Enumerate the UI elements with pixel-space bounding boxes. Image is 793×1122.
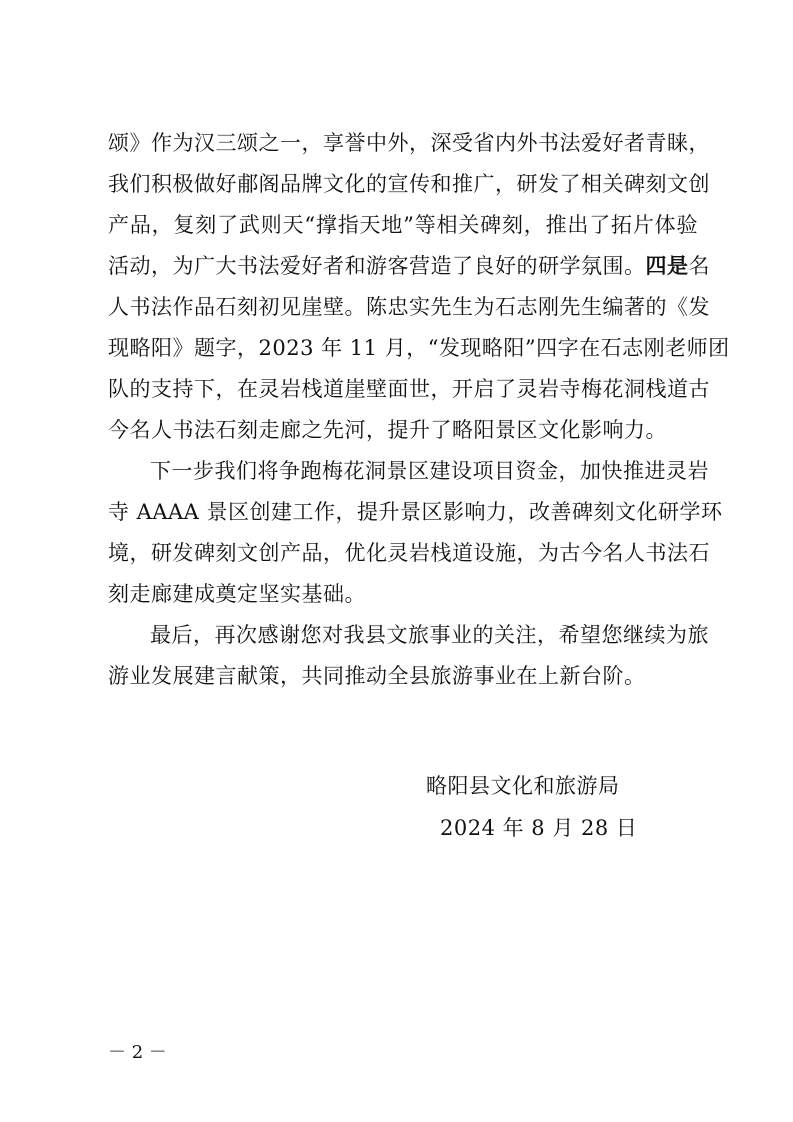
paragraph-1-line-4-tail: 名	[688, 254, 710, 278]
paragraph-3-line-1: 最后，再次感谢您对我县文旅事业的关注，希望您继续为旅	[150, 623, 709, 647]
paragraph-1-line-7: 队的支持下，在灵岩栈道崖壁面世，开启了灵岩寺梅花洞栈道古	[108, 377, 710, 401]
emphasis-four: 四是	[645, 253, 689, 278]
paragraph-1-line-3: 产品，复刻了武则天“撑指天地”等相关碑刻，推出了拓片体验	[108, 213, 698, 237]
paragraph-1-line-4	[108, 246, 710, 286]
paragraph-2-line-2: 寺 AAAA 景区创建工作，提升景区影响力，改善碑刻文化研学环	[108, 500, 723, 524]
paragraph-2-line-1: 下一步我们将争跑梅花洞景区建设项目资金，加快推进灵岩	[150, 459, 709, 483]
paragraph-3-line-2: 游业发展建言献策，共同推动全县旅游事业在上新台阶。	[108, 664, 646, 688]
signature-organization: 略阳县文化和旅游局	[426, 774, 620, 798]
paragraph-1-line-4-text: 活动，为广大书法爱好者和游客营造了良好的研学氛围。	[108, 254, 646, 278]
signature-date: 2024 年 8 月 28 日	[440, 816, 638, 840]
paragraph-1-line-1: 颂》作为汉三颂之一，享誉中外，深受省内外书法爱好者青睐，	[108, 131, 710, 155]
paragraph-1-line-5: 人书法作品石刻初见崖壁。陈忠实先生为石志刚先生编著的《发	[108, 295, 710, 319]
paragraph-1-line-6: 现略阳》题字，2023 年 11 月，“发现略阳”四字在石志刚老师团	[108, 336, 730, 360]
paragraph-2-line-3: 境，研发碑刻文创产品，优化灵岩栈道设施，为古今名人书法石	[108, 541, 710, 565]
paragraph-1-line-8: 今名人书法石刻走廊之先河，提升了略阳景区文化影响力。	[108, 418, 667, 442]
page-number: － 2 －	[108, 1042, 167, 1063]
paragraph-1-line-2: 我们积极做好郙阁品牌文化的宣传和推广，研发了相关碑刻文创	[108, 172, 710, 196]
paragraph-2-line-4: 刻走廊建成奠定坚实基础。	[108, 582, 366, 606]
